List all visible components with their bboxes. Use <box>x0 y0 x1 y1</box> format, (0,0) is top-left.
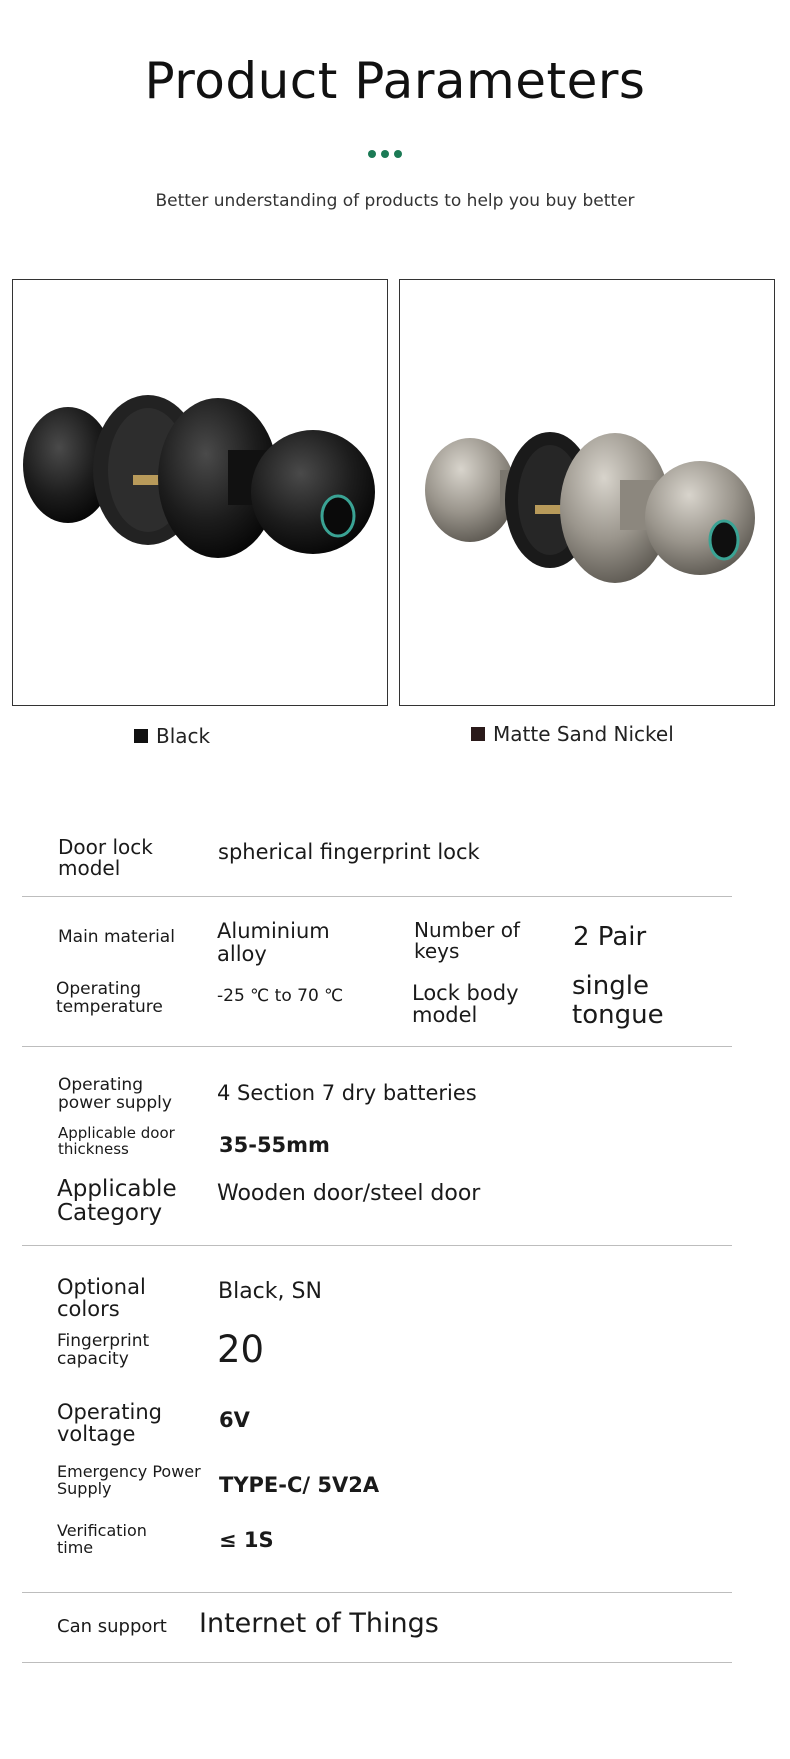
dot-icon <box>381 150 389 158</box>
divider <box>22 1662 732 1663</box>
spec-label-colors: Optional colors <box>57 1275 146 1322</box>
spec-label-category: Applicable Category <box>57 1176 177 1227</box>
decorative-dots <box>368 150 402 158</box>
spec-label-power: Operating power supply <box>58 1075 172 1113</box>
spec-label-voltage: Operating voltage <box>57 1400 162 1447</box>
spec-value-verification: ≤ 1S <box>219 1528 274 1552</box>
spec-value-model: spherical fingerprint lock <box>218 840 480 864</box>
divider <box>22 1592 732 1593</box>
spec-value-colors: Black, SN <box>218 1279 322 1304</box>
spec-value-power: 4 Section 7 dry batteries <box>217 1081 477 1105</box>
dot-icon <box>368 150 376 158</box>
spec-label-emergency: Emergency Power Supply <box>57 1462 201 1498</box>
spec-value-keys: 2 Pair <box>573 922 647 952</box>
spec-label-material: Main material <box>58 927 175 947</box>
spec-value-thickness: 35-55mm <box>219 1133 330 1157</box>
spec-value-support: Internet of Things <box>199 1608 439 1639</box>
spec-label-lock-body: Lock body model <box>412 981 519 1028</box>
spec-label-verification: Verification time <box>57 1521 147 1557</box>
spec-value-emergency: TYPE-C/ 5V2A <box>219 1473 380 1497</box>
spec-value-category: Wooden door/steel door <box>217 1181 481 1206</box>
caption-black: Black <box>134 724 210 748</box>
spec-label-model: Door lock model <box>58 835 153 880</box>
dot-icon <box>394 150 402 158</box>
spec-value-material: Aluminium alloy <box>217 919 330 967</box>
page-subtitle: Better understanding of products to help you buy better <box>155 191 635 211</box>
nickel-knob-lock-icon <box>400 280 775 706</box>
spec-label-capacity: Fingerprint capacity <box>57 1331 150 1369</box>
spec-label-temperature: Operating temperature <box>56 979 163 1017</box>
caption-nickel: Matte Sand Nickel <box>471 722 674 746</box>
spec-label-support: Can support <box>57 1616 167 1637</box>
color-swatch <box>471 727 485 741</box>
spec-label-thickness: Applicable door thickness <box>58 1124 175 1158</box>
black-knob-lock-icon <box>13 280 388 706</box>
page-title: Product Parameters <box>144 52 646 110</box>
product-image-black <box>12 279 388 706</box>
divider <box>22 896 732 897</box>
spec-value-capacity: 20 <box>217 1328 265 1371</box>
spec-value-voltage: 6V <box>219 1408 250 1432</box>
product-image-nickel <box>399 279 775 706</box>
divider <box>22 1245 732 1246</box>
color-swatch <box>134 729 148 743</box>
spec-value-temperature: -25 ℃ to 70 ℃ <box>217 986 344 1006</box>
spec-value-lock-body: single tongue <box>572 971 664 1030</box>
divider <box>22 1046 732 1047</box>
spec-label-keys: Number of keys <box>414 918 520 963</box>
